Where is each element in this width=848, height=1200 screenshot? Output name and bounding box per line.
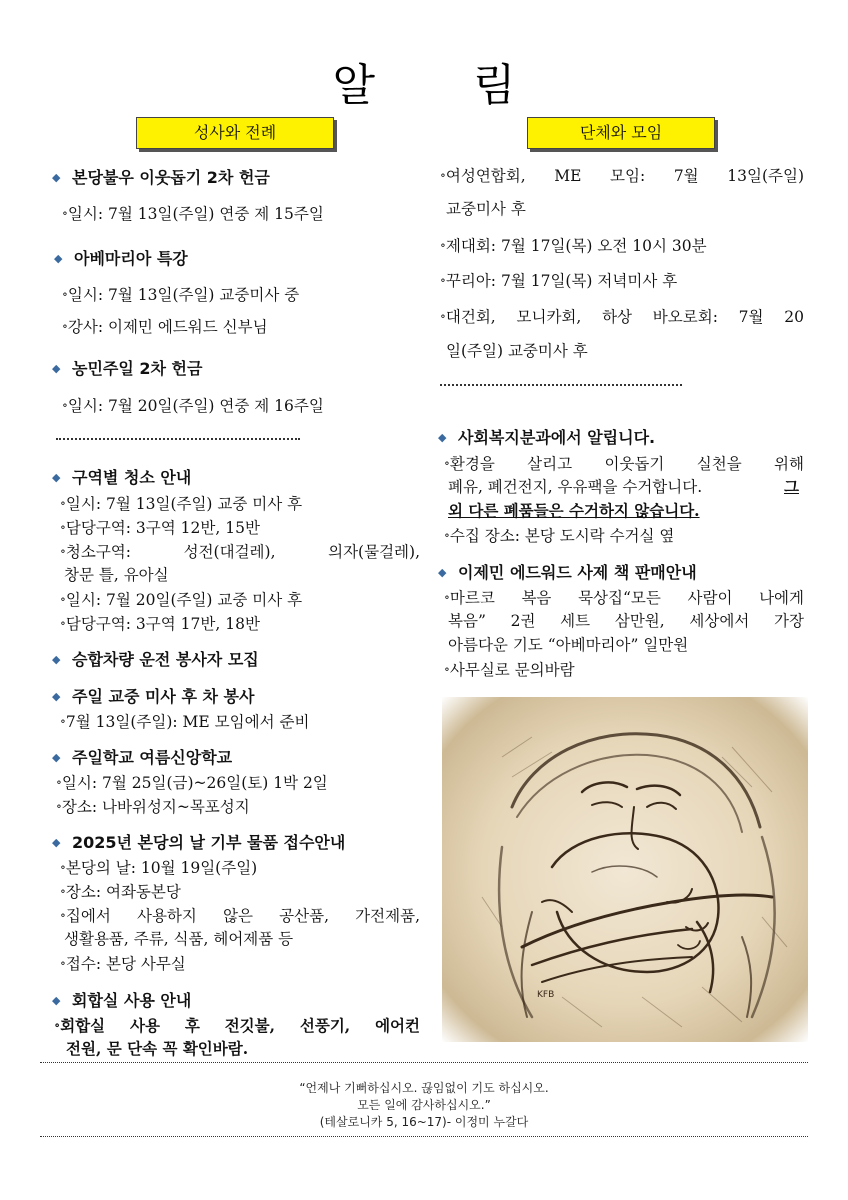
list-item: ∘꾸리아: 7월 17일(목) 저녁미사 후	[440, 272, 678, 290]
scripture-quote-line-2: 모든 일에 감사하십시오.”	[357, 1098, 491, 1112]
diamond-bullet-icon: ◆	[52, 994, 61, 1007]
list-item-continued: 전원, 문 단속 꼭 확인바람.	[66, 1039, 249, 1058]
list-item: ∘일시: 7월 13일(주일) 교중미사 중	[62, 286, 300, 304]
list-item-continued: 외 다른 폐품들은 수거하지 않습니다.	[448, 501, 700, 520]
section-tag-groups: 단체와 모임	[527, 117, 715, 149]
list-item: ∘집에서 사용하지 않은 공산품, 가전제품,	[60, 907, 420, 925]
list-item: ∘환경을 살리고 이웃돕기 실천을 위해	[444, 455, 804, 473]
list-item: ∘여성연합회, ME 모임: 7월 13일(주일)	[440, 167, 804, 185]
scripture-quote-line-1: “언제나 기뻐하십시오. 끊임없이 기도 하십시오.	[299, 1081, 549, 1095]
list-item-continued: 복음” 2권 세트 삼만원, 세상에서 가장	[448, 612, 804, 630]
footer-divider-bottom	[40, 1136, 808, 1137]
list-item: ∘일시: 7월 13일(주일) 연중 제 15주일	[62, 205, 324, 223]
shepherd-lamb-illustration	[442, 697, 808, 1042]
heading-summer-school: ◆ 주일학교 여름신앙학교	[52, 748, 233, 767]
page-title: 알 림	[332, 60, 558, 111]
list-item-continued: 창문 틀, 유아실	[64, 566, 169, 584]
heading-donation: ◆ 2025년 본당의 날 기부 물품 접수안내	[52, 833, 346, 852]
diamond-bullet-icon: ◆	[52, 171, 61, 184]
list-item: ∘청소구역: 성전(대걸레), 의자(물걸레),	[60, 543, 420, 561]
list-item: ∘일시: 7월 20일(주일) 교중 미사 후	[60, 591, 303, 609]
diamond-bullet-icon: ◆	[52, 362, 61, 375]
heading-meeting-room: ◆ 회합실 사용 안내	[52, 991, 192, 1010]
list-item: ∘대건회, 모니카회, 하상 바오로회: 7월 20	[440, 308, 804, 326]
heading-farmers-sunday: ◆ 농민주일 2차 헌금	[52, 359, 203, 378]
diamond-bullet-icon: ◆	[52, 836, 61, 849]
list-item: ∘일시: 7월 20일(주일) 연중 제 16주일	[62, 397, 324, 415]
list-item: ∘장소: 나바위성지~목포성지	[56, 798, 250, 816]
list-item: ∘제대회: 7월 17일(목) 오전 10시 30분	[440, 237, 707, 255]
list-item: ∘마르코 복음 묵상집“모든 사람이 나에게	[444, 589, 804, 607]
list-item: ∘사무실로 문의바람	[444, 661, 575, 679]
scripture-reference: (테살로니카 5, 16~17)- 이정미 누갈다	[319, 1115, 529, 1129]
list-item-continued: 생활용품, 주류, 식품, 헤어제품 등	[64, 930, 294, 948]
list-item: ∘담당구역: 3구역 12반, 15반	[60, 519, 260, 537]
diamond-bullet-icon: ◆	[54, 252, 63, 265]
heading-book-sale: ◆ 이제민 에드워드 사제 책 판매안내	[438, 563, 697, 582]
sketch-drawing	[442, 697, 808, 1042]
section-tag-sacraments: 성사와 전례	[136, 117, 334, 149]
diamond-bullet-icon: ◆	[438, 431, 447, 444]
heading-tea-service: ◆ 주일 교중 미사 후 차 봉사	[52, 687, 255, 706]
artist-signature: KFB	[537, 990, 555, 1000]
list-item: ∘본당의 날: 10월 19일(주일)	[60, 859, 258, 877]
heading-charity-collection: ◆ 본당불우 이웃돕기 2차 헌금	[52, 168, 270, 187]
list-item: ∘장소: 여좌동본당	[60, 883, 181, 901]
heading-social-welfare: ◆ 사회복지분과에서 알립니다.	[438, 428, 656, 447]
list-item: ∘접수: 본당 사무실	[60, 955, 186, 973]
diamond-bullet-icon: ◆	[52, 690, 61, 703]
list-item-continued: 일(주일) 교중미사 후	[446, 342, 588, 360]
list-item-continued: 폐유, 폐건전지, 우유팩을 수거합니다. 그	[448, 477, 799, 496]
heading-cleaning: ◆ 구역별 청소 안내	[52, 468, 192, 487]
divider	[440, 384, 682, 386]
footer-divider-top	[40, 1062, 808, 1063]
list-item: ∘일시: 7월 25일(금)~26일(토) 1박 2일	[56, 774, 328, 792]
diamond-bullet-icon: ◆	[52, 751, 61, 764]
list-item: ∘일시: 7월 13일(주일) 교중 미사 후	[60, 495, 303, 513]
heading-van-driver: ◆ 승합차량 운전 봉사자 모집	[52, 650, 259, 669]
diamond-bullet-icon: ◆	[438, 566, 447, 579]
list-item: ∘7월 13일(주일): ME 모임에서 준비	[60, 713, 310, 731]
list-item: ∘회합실 사용 후 전깃불, 선풍기, 에어컨	[54, 1016, 420, 1035]
list-item: ∘강사: 이제민 에드워드 신부님	[62, 318, 268, 336]
diamond-bullet-icon: ◆	[52, 471, 61, 484]
divider	[56, 438, 300, 440]
list-item-continued: 교중미사 후	[446, 200, 526, 218]
list-item: ∘수집 장소: 본당 도시락 수거실 옆	[444, 527, 675, 545]
list-item: ∘담당구역: 3구역 17반, 18반	[60, 615, 260, 633]
diamond-bullet-icon: ◆	[52, 653, 61, 666]
list-item-continued: 아름다운 기도 “아베마리아” 일만원	[448, 636, 689, 654]
heading-ave-maria-lecture: ◆ 아베마리아 특강	[54, 249, 188, 268]
